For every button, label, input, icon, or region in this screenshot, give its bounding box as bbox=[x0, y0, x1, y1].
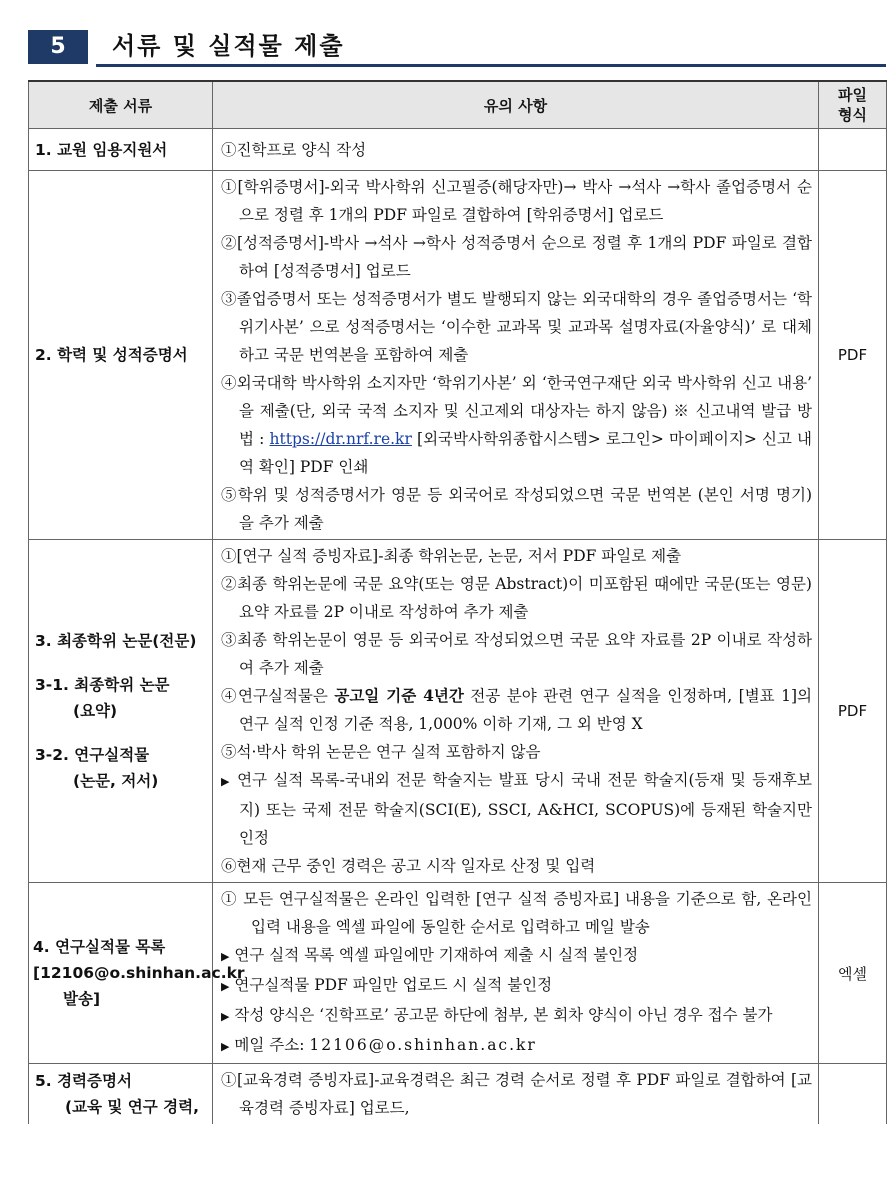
right-triangle-bullet-icon: ▶ bbox=[221, 980, 230, 993]
bullet-item: ▶ 연구 실적 목록 엑셀 파일에만 기재하여 제출 시 실적 불인정 bbox=[221, 946, 639, 964]
right-triangle-bullet-icon: ▶ bbox=[221, 950, 230, 963]
notes-cell bbox=[213, 129, 819, 171]
notes-cell bbox=[213, 883, 819, 1064]
note-item: ④외국대학 박사학위 소지자만 ‘학위기사본’ 외 ‘한국연구재단 외국 박사학위 신고 내용’ 을 제출(단, 외국 국적 소지자 및 신고제외 대상자는 하지 않음) ※ 신고내역 발급 방법 : https://dr.nrf.re.kr [외국박사학위종합시스템> 로그인> 마이페이지> 신고 내역 확인] PDF 인쇄 bbox=[221, 374, 813, 476]
note-item: ③졸업증명서 또는 성적증명서가 별도 발행되지 않는 외국대학의 경우 졸업증명서는 ‘학위기사본’ 으로 성적증명서는 ‘이수한 교과목 및 교과목 설명자료(자율양식)’ 로 대체하고 국문 번역본을 포함하여 제출 bbox=[221, 290, 812, 364]
right-triangle-bullet-icon: ▶ bbox=[221, 1010, 230, 1023]
table-row bbox=[29, 540, 887, 883]
note-item: ⑤학위 및 성적증명서가 영문 등 외국어로 작성되었으면 국문 번역본 (본인 서명 명기) 을 추가 제출 bbox=[221, 486, 812, 532]
format-cell bbox=[819, 1064, 887, 1125]
doc-cell: 5. 경력증명서 (교육 및 연구 경력, bbox=[29, 1064, 213, 1125]
doc-cell: 4. 연구실적물 목록 [12106@o.shinhan.ac.kr 발송] bbox=[29, 883, 213, 1064]
emphasis-text: 공고일 기준 4년간 bbox=[334, 686, 464, 705]
note-item: ③최종 학위논문이 영문 등 외국어로 작성되었으면 국문 요약 자료를 2P 이내로 작성하여 추가 제출 bbox=[221, 631, 812, 677]
documents-table bbox=[28, 80, 887, 1124]
doc-cell: 3. 최종학위 논문(전문) 3-1. 최종학위 논문 (요약) 3-2. 연구실적물 (논문, 저서) bbox=[29, 540, 213, 883]
notes-cell bbox=[213, 1064, 819, 1125]
doc-cell: 2. 학력 및 성적증명서 bbox=[29, 171, 213, 540]
note-item: ⑤석·박사 학위 논문은 연구 실적 포함하지 않음 bbox=[221, 743, 541, 761]
note-item: ⑥현재 근무 중인 경력은 공고 시작 일자로 산정 및 입력 bbox=[221, 857, 596, 875]
table-header-row bbox=[29, 81, 887, 129]
section-title: 서류 및 실적물 제출 bbox=[112, 32, 345, 60]
section-header bbox=[28, 26, 886, 66]
note-item: ②최종 학위논문에 국문 요약(또는 영문 Abstract)이 미포함된 때에만 국문(또는 영문) 요약 자료를 2P 이내로 작성하여 추가 제출 bbox=[221, 575, 812, 621]
table-row bbox=[29, 1064, 887, 1125]
header-notes: 유의 사항 bbox=[213, 81, 819, 129]
notes-cell bbox=[213, 171, 819, 540]
note-item: ①[교육경력 증빙자료]-교육경력은 최근 경력 순서로 정렬 후 PDF 파일로 결합하여 [교육경력 증빙자료] 업로드, bbox=[221, 1071, 812, 1117]
format-cell: PDF bbox=[819, 171, 887, 540]
header-format: 파일 형식 bbox=[819, 81, 887, 129]
header-doc: 제출 서류 bbox=[29, 81, 213, 129]
format-cell bbox=[819, 129, 887, 171]
note-item: ①진학프로 양식 작성 bbox=[221, 140, 367, 159]
note-item: ④연구실적물은 공고일 기준 4년간 전공 분야 관련 연구 실적을 인정하며, [별표 1]의 연구 실적 인정 기준 적용, 1,000% 이하 기재, 그 외 반영 X bbox=[221, 686, 812, 733]
nrf-link[interactable]: https://dr.nrf.re.kr bbox=[269, 430, 412, 448]
note-item: ①[연구 실적 증빙자료]-최종 학위논문, 논문, 저서 PDF 파일로 제출 bbox=[221, 547, 682, 565]
table-row bbox=[29, 171, 887, 540]
bullet-item: ▶ 연구 실적 목록-국내외 전문 학술지는 발표 당시 국내 전문 학술지(등재 및 등재후보지) 또는 국제 전문 학술지(SCI(E), SSCI, A&HCI, SCOPUS)에 등재된 학술지만 인정 bbox=[221, 771, 812, 847]
table-row bbox=[29, 883, 887, 1064]
note-item: ① 모든 연구실적물은 온라인 입력한 [연구 실적 증빙자료] 내용을 기준으로 함, 온라인 입력 내용을 엑셀 파일에 동일한 순서로 입력하고 메일 발송 bbox=[221, 890, 812, 936]
title-underline bbox=[96, 64, 886, 67]
format-cell: PDF bbox=[819, 540, 887, 883]
format-cell: 엑셀 bbox=[819, 883, 887, 1064]
notes-cell bbox=[213, 540, 819, 883]
bullet-item: ▶ 연구실적물 PDF 파일만 업로드 시 실적 불인정 bbox=[221, 976, 553, 994]
bullet-item: ▶ 작성 양식은 ‘진학프로’ 공고문 하단에 첨부, 본 회차 양식이 아닌 경우 접수 불가 bbox=[221, 1006, 773, 1024]
note-item: ①[학위증명서]-외국 박사학위 신고필증(해당자만)→ 박사 →석사 →학사 졸업증명서 순으로 정렬 후 1개의 PDF 파일로 결합하여 [학위증명서] 업로드 bbox=[221, 178, 812, 224]
table-row bbox=[29, 129, 887, 171]
right-triangle-bullet-icon: ▶ bbox=[221, 775, 231, 788]
note-item: ②[성적증명서]-박사 →석사 →학사 성적증명서 순으로 정렬 후 1개의 PDF 파일로 결합하여 [성적증명서] 업로드 bbox=[221, 234, 812, 280]
section-number-badge: 5 bbox=[28, 30, 88, 64]
doc-cell: 1. 교원 임용지원서 bbox=[29, 129, 213, 171]
right-triangle-bullet-icon: ▶ bbox=[221, 1040, 230, 1053]
bullet-item: ▶ 메일 주소: 12106@o.shinhan.ac.kr bbox=[221, 1036, 537, 1054]
email-address[interactable]: 12106@o.shinhan.ac.kr bbox=[309, 1036, 537, 1054]
